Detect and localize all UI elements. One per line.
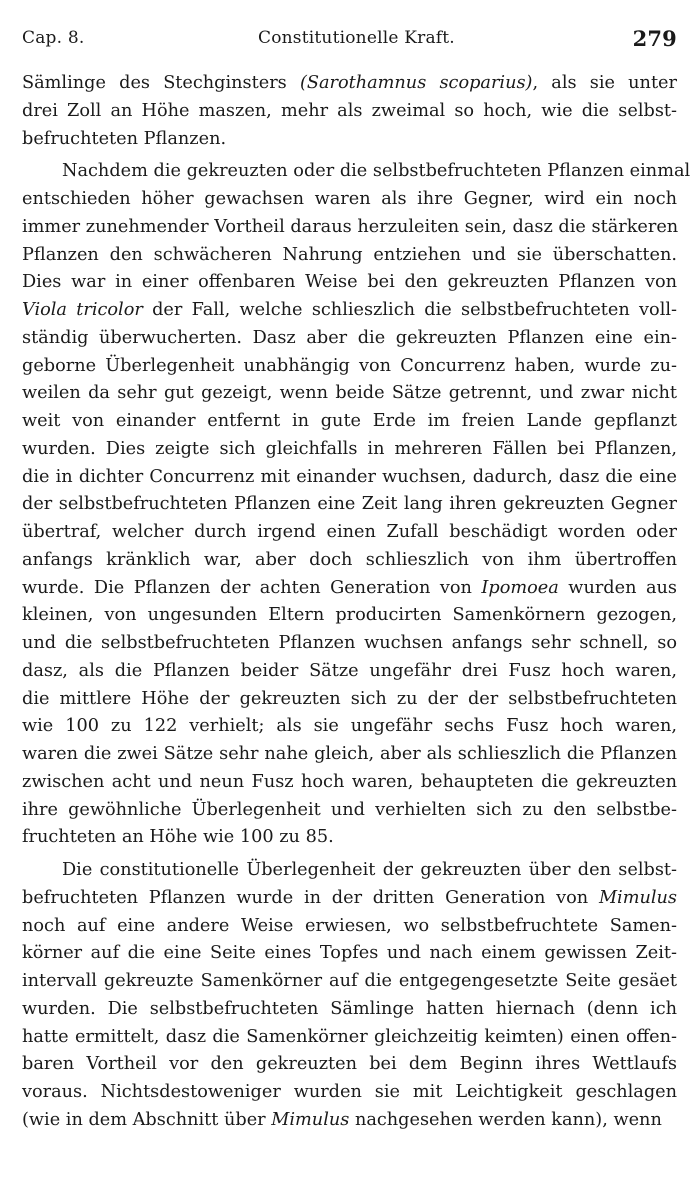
text-line [22,186,677,214]
text-line [22,126,677,154]
text-run: zwischen acht und neun Fusz hoch waren, behaupteten die gekreuzten [22,771,677,792]
italic-run: Viola tricolor [22,300,143,320]
text-line [22,464,677,492]
text-run: Dies war in einer offenbaren Weise bei den gekreuzten Pflanzen von [22,272,677,293]
text-run: befruchteten Pflanzen wurde in der dritten Generation von [22,887,599,908]
text-run: wie 100 zu 122 verhielt; als sie ungefähr sechs Fusz hoch waren, [22,716,677,737]
text-run: weilen da sehr gut gezeigt, wenn beide Sätze getrennt, und zwar nicht [22,383,677,404]
text-line [22,1079,677,1107]
text-line [22,491,677,519]
text-line [22,658,677,686]
text-run: wurde. Die Pflanzen der achten Generation von [22,577,482,598]
text-line [22,713,677,741]
text-line [22,824,677,852]
text-line [22,70,677,98]
paragraph [22,158,691,852]
text-run: intervall gekreuzte Samenkörner auf die entgegengesetzte Seite gesäet [22,971,677,991]
text-line [22,547,677,575]
text-run: wurden aus [558,577,677,598]
text-run: die mittlere Höhe der gekreuzten sich zu der der selbstbefruchteten [22,688,677,709]
text-run: die in dichter Concurrenz mit einander wuchsen, dadurch, dasz die eine [22,466,677,487]
text-line [22,996,677,1024]
text-run: anfangs kränklich war, aber doch schlieszlich von ihm übertroffen [22,549,677,570]
text-line [22,1107,677,1135]
text-line [22,436,677,464]
text-run: der selbstbefruchteten Pflanzen eine Zeit lang ihren gekreuzten Gegner [22,494,677,515]
text-run: dasz, als die Pflanzen beider Sätze ungefähr drei Fusz hoch waren, [22,660,677,681]
italic-run: (Sarothamnus scoparius) [299,73,533,93]
text-run: körner auf die eine Seite eines Topfes und nach einem gewissen Zeit- [22,943,677,964]
text-run: drei Zoll an Höhe maszen, mehr als zweimal so hoch, wie die selbst- [22,100,677,121]
text-line [22,214,677,242]
text-line [22,380,677,408]
text-run: (wie in dem Abschnitt über [22,1109,272,1130]
text-line [22,158,691,186]
paragraph [22,70,677,153]
text-run: weit von einander entfernt in gute Erde im freien Lande gepflanzt [22,411,677,431]
text-line [22,98,677,126]
running-head [22,26,677,56]
text-run: Pflanzen den schwächeren Nahrung entziehen und sie überschatten. [22,244,677,265]
text-run: wurden. Dies zeigte sich gleichfalls in mehreren Fällen bei Pflanzen, [22,438,677,459]
text-run: kleinen, von ungesunden Eltern producirten Samenkörnern gezogen, [22,605,677,626]
italic-run: Mimulus [271,1109,350,1130]
text-run: voraus. Nichtsdestoweniger wurden sie mit Leichtigkeit geschlagen [22,1082,677,1102]
text-line [22,325,677,353]
paragraph [22,857,677,1135]
text-line [22,913,677,941]
text-run: noch auf eine andere Weise erwiesen, wo selbstbefruchtete Samen- [22,915,677,936]
text-run: geborne Überlegenheit unabhängig von Concurrenz haben, wurde zu- [22,355,677,376]
running-title: Constitutionelle Kraft. [258,28,455,48]
text-run: Sämlinge des Stechginsters [22,73,300,93]
text-line [22,575,677,603]
text-line [22,519,677,547]
text-line [22,741,677,769]
text-run: wurden. Die selbstbefruchteten Sämlinge hatten hiernach (denn ich [22,998,677,1019]
text-line [22,242,677,270]
page-number: 279 [632,26,677,51]
italic-run: Ipomoea [481,577,559,598]
text-line [22,353,677,381]
text-run: entschieden höher gewachsen waren als ihre Gegner, wird ein noch [22,189,677,209]
text-run: baren Vortheil vor den gekreuzten bei dem Beginn ihres Wettlaufs [22,1054,677,1075]
text-run: ständig überwucherten. Dasz aber die gekreuzten Pflanzen eine ein- [22,327,677,348]
text-line [22,1024,677,1052]
text-run: ihre gewöhnliche Überlegenheit und verhielten sich zu den selbstbe- [22,799,677,820]
text-line [22,686,677,714]
text-run: und die selbstbefruchteten Pflanzen wuchsen anfangs sehr schnell, so [22,633,677,653]
text-run: , als sie unter [532,73,677,93]
text-run: Die constitutionelle Überlegenheit der gekreuzten über den selbst- [62,860,677,880]
text-line [22,940,677,968]
text-line [22,885,677,913]
text-run: der Fall, welche schlieszlich die selbstbefruchteten voll- [142,300,677,320]
text-run: hatte ermittelt, dasz die Samenkörner gleichzeitig keimten) einen offen- [22,1026,677,1047]
text-run: waren die zwei Sätze sehr nahe gleich, aber als schlieszlich die Pflanzen [22,744,677,764]
italic-run: Mimulus [598,887,677,908]
text-line [22,630,677,658]
text-run: immer zunehmender Vortheil daraus herzuleiten sein, dasz die stärkeren [22,216,679,237]
text-run: Nachdem die gekreuzten oder die selbstbefruchteten Pflanzen einmal [62,161,691,182]
text-line [22,602,677,630]
text-line [22,1051,677,1079]
body-text [22,70,691,1135]
text-line [22,857,677,885]
text-line [22,968,677,996]
chapter-label: Cap. 8. [22,28,85,48]
text-run: befruchteten Pflanzen. [22,128,227,149]
text-line [22,297,677,325]
text-run: übertraf, welcher durch irgend einen Zufall beschädigt worden oder [22,522,677,542]
text-line [22,797,677,825]
text-line [22,408,677,436]
book-page [22,26,691,1130]
text-run: nachgesehen werden kann), wenn [349,1109,662,1130]
text-line [22,769,677,797]
text-run: fruchteten an Höhe wie 100 zu 85. [22,827,334,848]
text-line [22,269,677,297]
